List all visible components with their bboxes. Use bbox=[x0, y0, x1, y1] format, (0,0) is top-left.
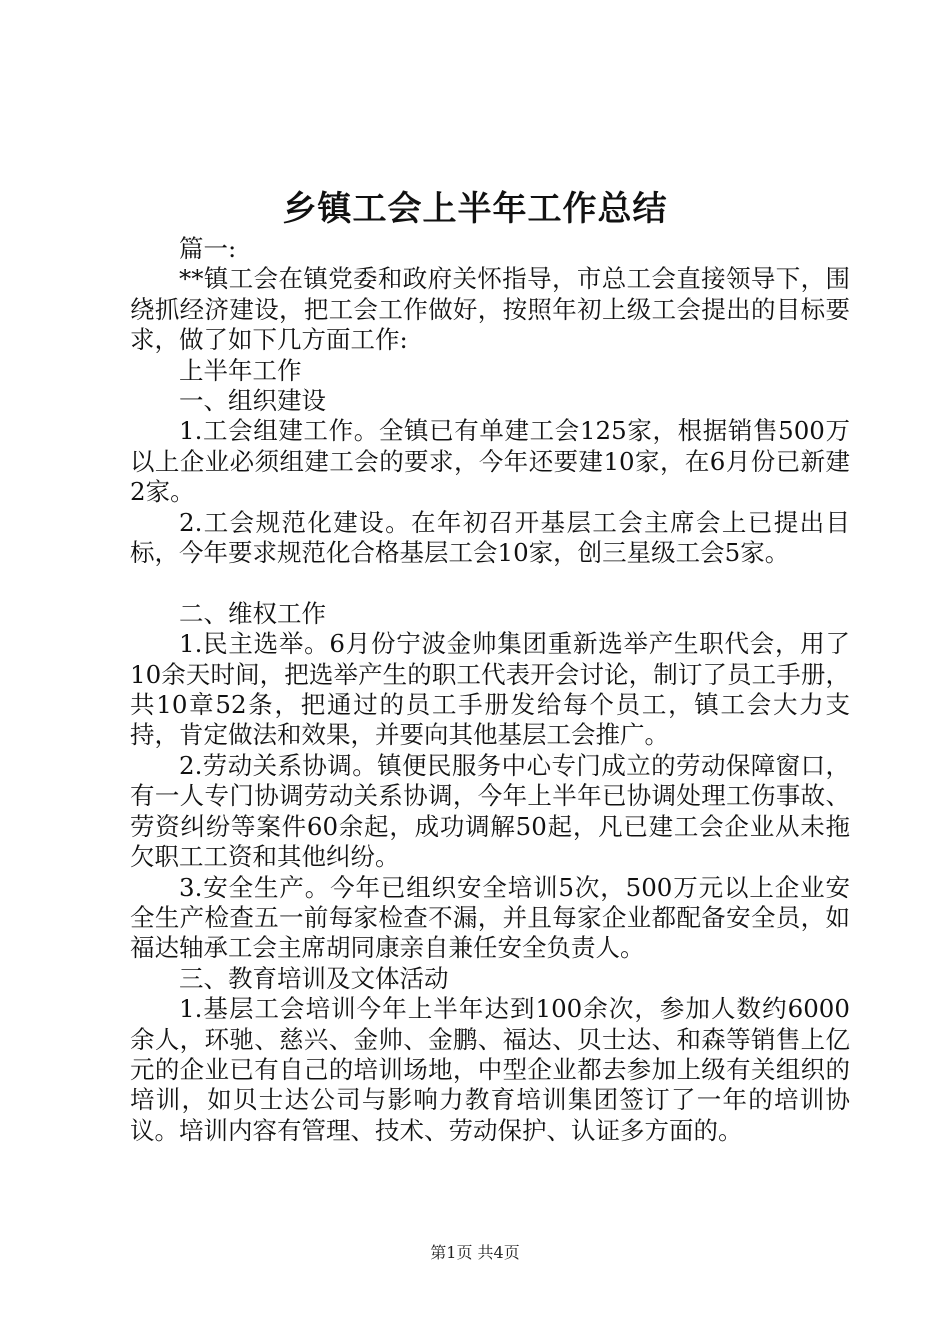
paragraph-spacer bbox=[130, 568, 850, 598]
document-body bbox=[130, 234, 850, 1146]
page-footer: 第1页 共4页 bbox=[430, 1243, 520, 1262]
paragraph-training: 1.基层工会培训今年上半年达到100余次，参加人数约6000余人，环驰、慈兴、金帅、金鹏、福达、贝士达、和森等销售上亿元的企业已有自己的培训场地，中型企业都去参加上级有关组织的培训，如贝士达公司与影响力教育培训集团签订了一年的培训协议。培训内容有管理、技术、劳动保护、认证多方面的。 bbox=[130, 994, 850, 1145]
paragraph-intro: **镇工会在镇党委和政府关怀指导，市总工会直接领导下，围绕抓经济建设，把工会工作做好，按照年初上级工会提出的目标要求，做了如下几方面工作: bbox=[130, 264, 850, 355]
paragraph-union-standardization: 2.工会规范化建设。在年初召开基层工会主席会上已提出目标，今年要求规范化合格基层工会10家，创三星级工会5家。 bbox=[130, 507, 850, 568]
paragraph-heading-first-half: 上半年工作 bbox=[179, 355, 302, 385]
paragraph-section-label: 篇一: bbox=[179, 234, 237, 263]
paragraph-safety-production: 3.安全生产。今年已组织安全培训5次，500万元以上企业安全生产检查五一前每家检查不漏，并且每家企业都配备安全员，如福达轴承工会主席胡同康亲自兼任安全负责人。 bbox=[130, 872, 850, 963]
paragraph-heading-education: 三、教育培训及文体活动 bbox=[179, 963, 449, 993]
paragraph-democratic-election: 1.民主选举。6月份宁波金帅集团重新选举产生职代会，用了10余天时间，把选举产生的职工代表开会讨论，制订了员工手册，共10章52条，把通过的员工手册发给每个员工，镇工会大力支持，肯定做法和效果，并要向其他基层工会推广。 bbox=[130, 629, 850, 750]
document-title: 乡镇工会上半年工作总结 bbox=[282, 189, 668, 229]
paragraph-labor-relations: 2.劳动关系协调。镇便民服务中心专门成立的劳动保障窗口，有一人专门协调劳动关系协调，今年上半年已协调处理工伤事故、劳资纠纷等案件60余起，成功调解50起，凡已建工会企业从未拖欠职工工资和其他纠纷。 bbox=[130, 750, 850, 872]
paragraph-heading-organization: 一、组织建设 bbox=[179, 386, 326, 416]
paragraph-union-formation: 1.工会组建工作。全镇已有单建工会125家，根据销售500万以上企业必须组建工会的要求，今年还要建10家，在6月份已新建2家。 bbox=[130, 416, 850, 507]
paragraph-heading-rights: 二、维权工作 bbox=[179, 598, 326, 628]
